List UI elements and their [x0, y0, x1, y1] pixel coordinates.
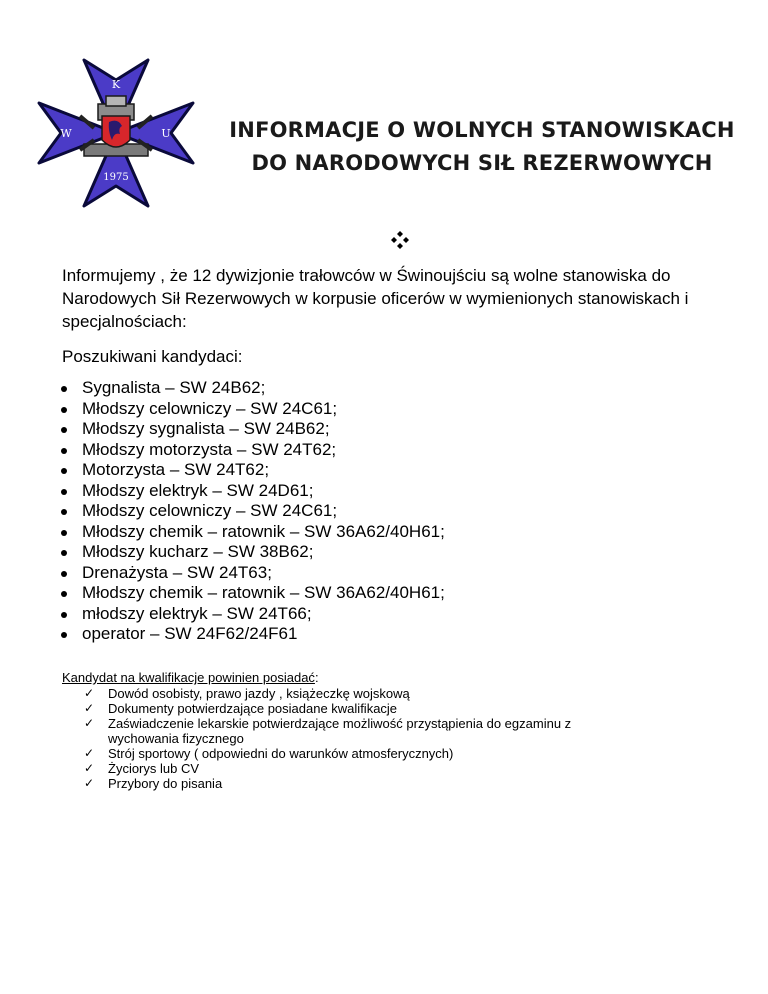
- position-text: Drenażysta – SW 24T63;: [82, 562, 272, 582]
- list-item: [60, 399, 445, 420]
- candidates-heading: Poszukiwani kandydaci:: [62, 347, 243, 366]
- list-item: [84, 701, 644, 716]
- positions-list: [60, 378, 445, 645]
- four-diamond-ornament-icon: [390, 230, 410, 250]
- requirements-heading-colon: :: [314, 670, 319, 685]
- page-title: [212, 114, 752, 180]
- list-item: [60, 522, 445, 543]
- position-text: Młodszy celowniczy – SW 24C61;: [82, 398, 338, 418]
- list-item: [60, 542, 445, 563]
- list-item: [60, 440, 445, 461]
- logo-letter-k: K: [111, 78, 121, 91]
- list-item: [60, 378, 445, 399]
- logo-letter-w: W: [60, 127, 72, 140]
- bullet-icon: [61, 407, 67, 413]
- list-item: [60, 624, 445, 645]
- position-text: Młodszy kucharz – SW 38B62;: [82, 542, 314, 561]
- title-line-1: INFORMACJE O WOLNYCH STANOWISKACH: [229, 118, 735, 142]
- position-text: operator – SW 24F62/24F61: [82, 624, 298, 643]
- requirement-text: Strój sportowy ( odpowiedni do warunków atmosferycznych): [108, 746, 454, 761]
- bullet-icon: [61, 509, 67, 515]
- list-item: [84, 686, 644, 701]
- bullet-icon: [61, 571, 67, 577]
- position-text: Młodszy chemik – ratownik – SW 36A62/40H61;: [82, 521, 445, 541]
- bullet-icon: [61, 591, 67, 597]
- bullet-icon: [61, 612, 67, 618]
- checkmark-icon: ✓: [84, 716, 95, 730]
- logo-letter-u: U: [161, 127, 171, 140]
- list-item: [84, 716, 644, 746]
- position-text: młodszy elektryk – SW 24T66;: [82, 603, 312, 623]
- bullet-icon: [61, 632, 67, 638]
- requirement-text: Dokumenty potwierdzające posiadane kwalifikacje: [108, 701, 398, 716]
- checkmark-icon: ✓: [84, 686, 95, 700]
- requirements-heading-text: Kandydat na kwalifikacje powinien posiadać: [62, 670, 315, 685]
- checkmark-icon: ✓: [84, 746, 95, 760]
- list-item: [60, 419, 445, 440]
- kwu-emblem-logo: [36, 58, 196, 208]
- list-item: [60, 563, 445, 584]
- list-item: [60, 460, 445, 481]
- requirement-text: Przybory do pisania: [108, 776, 223, 791]
- position-text: Młodszy motorzysta – SW 24T62;: [82, 439, 337, 459]
- bullet-icon: [61, 468, 67, 474]
- position-text: Młodszy celowniczy – SW 24C61;: [82, 501, 338, 520]
- list-item: [84, 776, 644, 791]
- checkmark-icon: ✓: [84, 761, 95, 775]
- list-item: [60, 604, 445, 625]
- requirement-text: Zaświadczenie lekarskie potwierdzające możliwość przystąpienia do egzaminu z wychowania fizycznego: [108, 716, 572, 746]
- list-item: [84, 746, 644, 761]
- list-item: [84, 761, 644, 776]
- logo-year: 1975: [103, 172, 129, 183]
- title-line-2: DO NARODOWYCH SIŁ REZERWOWYCH: [251, 151, 713, 175]
- bullet-icon: [61, 489, 67, 495]
- requirement-text: Życiorys lub CV: [108, 761, 200, 776]
- checkmark-icon: ✓: [84, 701, 95, 715]
- position-text: Młodszy sygnalista – SW 24B62;: [82, 419, 330, 438]
- requirements-list: [84, 686, 644, 791]
- bullet-icon: [61, 448, 67, 454]
- list-item: [60, 481, 445, 502]
- intro-paragraph: Informujemy , że 12 dywizjonie trałowców w Świnoujściu są wolne stanowiska do Narodowych Sił Rezerwowych w korpusie oficerów w wymienionych stanowiskach i specjalnościach:: [62, 266, 689, 331]
- requirement-text: Dowód osobisty, prawo jazdy , książeczkę wojskową: [108, 686, 410, 701]
- list-item: [60, 501, 445, 522]
- position-text: Motorzysta – SW 24T62;: [82, 460, 270, 479]
- position-text: Młodszy elektryk – SW 24D61;: [82, 480, 314, 500]
- requirements-heading: [62, 670, 319, 686]
- list-item: [60, 583, 445, 604]
- bullet-icon: [61, 427, 67, 433]
- griffin-shield: [102, 116, 130, 147]
- bullet-icon: [61, 386, 67, 392]
- checkmark-icon: ✓: [84, 776, 95, 790]
- position-text: Młodszy chemik – ratownik – SW 36A62/40H61;: [82, 583, 445, 602]
- bullet-icon: [61, 550, 67, 556]
- position-text: Sygnalista – SW 24B62;: [82, 378, 266, 397]
- bullet-icon: [61, 530, 67, 536]
